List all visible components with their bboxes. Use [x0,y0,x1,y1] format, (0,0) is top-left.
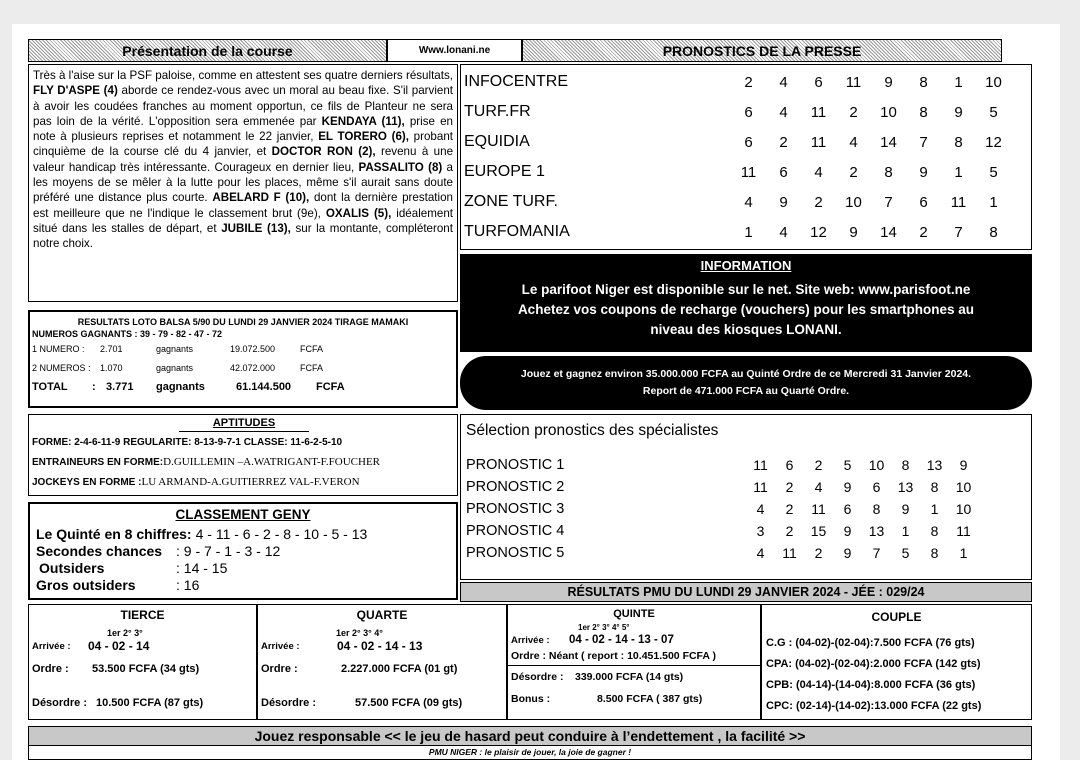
information-title: INFORMATION [700,258,792,273]
pronostics-title: PRONOSTICS DE LA PRESSE [662,42,862,59]
couple-cpb: CPB: (04-14)-(14-04):8.000 FCFA (36 gts) [766,678,976,691]
footer-slogan: PMU NIGER : le plaisir de jouer, la joie de gagner ! [28,746,1032,760]
newspaper-page [12,24,1060,760]
specialist-pick: 8 [930,479,939,495]
horse-name: ABELARD F (10), [212,191,310,205]
presentation-title: Présentation de la course [122,42,293,59]
press-pick: 7 [919,133,928,151]
text-run: aborde ce rendez-vous avec un moral au beau fixe. S'il parvient à avoir les coudées franches au moment opportun, ce fils de Planteur ne sera pas loin de la vérité. L'opposition sera emmenée par [33,84,454,128]
couple-cg: C.G : (04-02)-(02-04):7.500 FCFA (76 gts) [766,636,975,649]
press-row [461,157,1031,187]
press-pronostics [460,64,1032,250]
tierce-ordre-value: 53.500 FCFA (34 gts) [92,663,200,675]
specialist-pick: 4 [756,545,765,561]
footer-responsable: Jouez responsable << le jeu de hasard peut conduire à l’endettement , la facilité >> [28,726,1032,746]
jackpot-line-2: Report de 471.000 FCFA au Quarté Ordre. [642,385,850,397]
press-row [461,97,1031,127]
press-pick: 9 [779,193,788,211]
specialist-pick: 6 [843,501,852,517]
text-run: sur la montante, compléteront notre choix. [33,221,453,251]
press-pick: 11 [810,103,827,121]
geny-quinte-label: Le Quinté en 8 chiffres: [36,525,192,542]
quinte-ordre: Ordre : Néant ( report : 10.451.500 FCFA ) [508,647,760,666]
press-pick: 8 [919,73,928,91]
text-run: Très à l'aise sur la PSF paloise, comme en attestent ses quatre derniers résultats, [33,69,453,82]
aptitudes-entraineurs [29,452,457,472]
press-pick: 4 [849,133,858,151]
geny-outsiders-value: : 14 - 15 [176,559,228,576]
press-source-name: TURFOMANIA [464,223,570,240]
specialist-pick: 9 [959,457,968,473]
quinte-arrivee [508,633,760,647]
quarte-title: QUARTE [356,608,408,622]
specialist-pick: 4 [814,479,823,495]
tierce-arrivee-label: Arrivée : [32,640,71,652]
specialist-pick: 11 [753,479,768,495]
press-row [461,187,1031,217]
geny-secondes-value: : 9 - 7 - 1 - 3 - 12 [176,542,281,559]
press-row [461,217,1031,247]
loto-total-currency: FCFA [316,380,345,393]
press-pick: 6 [919,193,928,211]
press-pick: 4 [744,193,753,211]
tierce-arrivee [29,639,256,653]
specialist-pick: 3 [756,523,765,539]
quinte-desordre-label: Désordre : [511,671,564,683]
specialist-pick: 8 [930,545,939,561]
press-pick: 2 [849,103,858,121]
specialist-row [461,542,1031,564]
tierce-desordre-value: 10.500 FCFA (87 gts) [96,697,204,709]
loto-word: gagnants [156,343,194,354]
specialist-pick: 8 [901,457,910,473]
tierce-desordre [29,691,256,715]
text-run: dont la dernière prestation est meilleure que ne l'indique le classement brut (9e), [33,191,454,220]
specialist-row [461,520,1031,542]
quinte-bonus-value: 8.500 FCFA ( 387 gts) [597,693,703,705]
aptitudes [28,414,458,496]
quarte-ordre-value: 2.227.000 FCFA (01 gt) [341,663,458,675]
specialist-name: PRONOSTIC 4 [466,523,565,539]
presentation-text [28,64,458,302]
specialist-name: PRONOSTIC 3 [466,501,565,517]
jockeys-label: JOCKEYS EN FORME : [32,476,142,488]
couple-box [761,604,1032,720]
specialist-pick: 9 [843,523,852,539]
specialist-pick: 5 [901,545,910,561]
press-pick: 8 [954,133,963,151]
horse-name: PASSALITO (8) [358,160,443,174]
information-box [460,254,1032,352]
couple-cpa: CPA: (04-02)-(02-04):2.000 FCFA (142 gts) [766,657,981,670]
press-pick: 7 [884,193,893,211]
loto-total-amount: 61.144.500 [236,380,292,393]
press-pick: 10 [985,73,1002,91]
horse-name: DOCTOR RON (2), [271,145,376,159]
press-pick: 12 [810,223,827,241]
press-pick: 5 [989,163,998,181]
specialist-pick: 1 [959,545,968,561]
geny-secondes [30,542,456,559]
geny-gros-label: Gros outsiders [36,576,136,593]
press-pick: 6 [744,103,753,121]
specialist-pick: 11 [782,545,797,561]
press-row [461,67,1031,97]
information-line-3: niveau des kiosques LONANI. [650,322,842,337]
loto-count: 2.701 [100,343,123,354]
press-pick: 1 [954,73,963,91]
quarte-desordre-label: Désordre : [261,697,317,709]
specialist-pick: 2 [785,501,794,517]
loto-numbers: NUMEROS GAGNANTS : 39 - 79 - 82 - 47 - 72 [32,329,223,339]
aptitudes-title: APTITUDES [179,415,309,432]
specialist-row [461,498,1031,520]
specialist-pick: 6 [872,479,881,495]
specialist-pick: 9 [843,545,852,561]
loto-title: RESULTATS LOTO BALSA 5/90 DU LUNDI 29 JANVIER 2024 TIRAGE MAMAKI [77,317,409,327]
press-pick: 6 [744,133,753,151]
press-pick: 1 [744,223,753,241]
press-pick: 11 [810,133,827,151]
quinte-title: QUINTE [613,608,655,620]
geny-secondes-label: Secondes chances [36,542,163,559]
geny-quinte [30,525,456,542]
press-pick: 9 [849,223,858,241]
specialist-pick: 13 [897,479,914,495]
press-pick: 2 [779,133,788,151]
specialist-row [461,454,1031,476]
specialist-pick: 10 [955,479,972,495]
specialist-pick: 15 [810,523,827,539]
loto-results [28,310,458,408]
quinte-bonus-label: Bonus : [511,693,551,705]
jockeys-value: LU ARMAND-A.GUITIERREZ VAL-F.VERON [141,476,360,488]
press-source-name: ZONE TURF. [464,193,558,210]
press-pick: 4 [779,73,788,91]
specialist-pick: 1 [901,523,910,539]
aptitudes-forme: FORME: 2-4-6-11-9 REGULARITE: 8-13-9-7-1 CLASSE: 11-6-2-5-10 [32,436,343,448]
press-pick: 1 [954,163,963,181]
press-pick: 4 [779,103,788,121]
specialist-pick: 7 [872,545,881,561]
loto-word: gagnants [156,362,194,373]
press-source-name: TURF.FR [464,103,531,120]
quarte-arrivee-label: Arrivée : [261,640,300,652]
press-pick: 4 [779,223,788,241]
press-pick: 2 [849,163,858,181]
tierce-box [28,604,257,720]
loto-row [30,339,456,358]
specialist-pick: 10 [955,501,972,517]
loto-total-sep: : [92,380,96,393]
press-pick: 8 [884,163,893,181]
specialist-name: PRONOSTIC 5 [466,545,565,561]
press-pick: 10 [845,193,862,211]
entraineurs-label: ENTRAINEURS EN FORME: [32,456,164,468]
loto-label: 2 NUMEROS : [32,362,91,373]
specialist-pick: 5 [843,457,852,473]
press-pick: 11 [845,73,862,91]
couple-title: COUPLE [871,610,922,624]
tierce-ordre-label: Ordre : [32,663,69,675]
specialist-row [461,476,1031,498]
press-pick: 6 [779,163,788,181]
specialistes [460,414,1032,580]
press-pick: 14 [880,133,897,151]
press-pick: 9 [884,73,893,91]
quarte-ordre-label: Ordre : [261,663,298,675]
press-pick: 2 [814,193,823,211]
specialist-pick: 11 [956,523,971,539]
loto-total-row [30,377,456,396]
press-pick: 11 [950,193,967,211]
quinte-arrivee-value: 04 - 02 - 14 - 13 - 07 [569,634,674,646]
specialist-pick: 11 [811,501,826,517]
text-run: revenu à une valeur handicap très intéressante. Courageux en dernier lieu, [33,145,454,174]
text-run: idéalement situé dans les stalles de départ, et [33,206,453,235]
classement-geny [28,502,458,600]
quarte-desordre [258,691,506,715]
press-pick: 5 [989,103,998,121]
press-pick: 11 [740,163,757,181]
specialist-name: PRONOSTIC 2 [466,479,565,495]
loto-count: 1.070 [100,362,123,373]
quarte-ordinals: 1er 2° 3° 4° [336,628,383,638]
quarte-arrivee [258,639,506,653]
press-pick: 12 [985,133,1002,151]
specialist-pick: 10 [868,457,885,473]
specialist-pick: 4 [756,501,765,517]
text-run: probant cinquième de la course clé du 4 janvier, et [33,130,453,159]
specialist-pick: 9 [901,501,910,517]
quarte-box [257,604,507,720]
press-pick: 6 [814,73,823,91]
quinte-box [507,604,761,720]
quinte-bonus [508,688,760,710]
specialist-pick: 9 [843,479,852,495]
information-line-1: Le parifoot Niger est disponible sur le net. Site web: www.parisfoot.ne [521,282,971,297]
horse-name: KENDAYA (11), [321,114,405,128]
horse-name: JUBILE (13), [221,221,291,235]
site-url[interactable]: Www.lonani.ne [387,39,522,62]
press-pick: 4 [814,163,823,181]
quarte-ordre [258,657,506,681]
specialistes-title: Sélection pronostics des spécialistes [466,422,719,439]
press-pick: 2 [919,223,928,241]
specialist-name: PRONOSTIC 1 [466,457,565,473]
press-pick: 10 [880,103,897,121]
geny-outsiders [30,559,456,576]
press-source-name: EQUIDIA [464,133,530,150]
geny-gros [30,576,456,593]
press-pick: 1 [989,193,998,211]
specialist-pick: 2 [785,479,794,495]
specialist-pick: 2 [785,523,794,539]
tierce-arrivee-value: 04 - 02 - 14 [88,639,150,653]
jackpot-line-1: Jouez et gagnez environ 35.000.000 FCFA au Quinté Ordre de ce Mercredi 31 Janvier 2024. [520,368,972,380]
quinte-desordre-value: 339.000 FCFA (14 gts) [575,671,684,683]
text-run: prise en note à plusieurs reprises et notamment le 22 janvier, [33,114,454,144]
press-pick: 8 [989,223,998,241]
specialist-pick: 8 [872,501,881,517]
loto-label: 1 NUMERO : [32,343,85,354]
specialist-pick: 1 [930,501,939,517]
loto-amount: 19.072.500 [230,343,276,354]
couple-cpc: CPC: (02-14)-(14-02):13.000 FCFA (22 gts) [766,699,982,712]
geny-quinte-value: 4 - 11 - 6 - 2 - 8 - 10 - 5 - 13 [195,525,368,542]
press-row [461,127,1031,157]
text-run: a les moyens de se mêler à la lutte pour les places, même s'il aurait sans doute préféré une distance plus courte. [33,160,454,205]
information-line-2: Achetez vos coupons de recharge (vouchers) pour les smartphones au [517,302,975,317]
aptitudes-jockeys [29,472,457,492]
press-pick: 9 [919,163,928,181]
pronostics-header [522,39,1002,62]
entraineurs-value: D.GUILLEMIN –A.WATRIGANT-F.FOUCHER [163,456,380,468]
specialist-pick: 6 [785,457,794,473]
press-pick: 9 [954,103,963,121]
jackpot-banner [460,356,1032,410]
horse-name: EL TORERO (6), [318,130,409,144]
press-source-name: EUROPE 1 [464,163,545,180]
specialist-pick: 11 [753,457,768,473]
quarte-desordre-value: 57.500 FCFA (09 gts) [355,697,463,709]
geny-title: CLASSEMENT GENY [175,507,311,522]
loto-amount: 42.072.000 [230,362,276,373]
press-pick: 2 [744,73,753,91]
quinte-ordinals: 1er 2° 3° 4° 5° [578,622,630,632]
tierce-title: TIERCE [120,608,165,622]
loto-row [30,358,456,377]
specialist-pick: 8 [930,523,939,539]
loto-total-label: TOTAL [32,380,68,393]
specialist-pick: 13 [868,523,885,539]
loto-cur: FCFA [300,362,324,373]
quinte-desordre [508,666,760,688]
press-pick: 14 [880,223,897,241]
tierce-ordre [29,657,256,681]
horse-name: FLY D'ASPE (4) [33,84,118,98]
press-pick: 7 [954,223,963,241]
geny-gros-value: : 16 [176,576,200,593]
press-pick: 8 [919,103,928,121]
resultats-title: RÉSULTATS PMU DU LUNDI 29 JANVIER 2024 - JÉE : 029/24 [460,582,1032,602]
loto-total-word: gagnants [156,380,205,393]
specialist-pick: 13 [926,457,943,473]
loto-total-count: 3.771 [106,380,134,393]
horse-name: OXALIS (5), [325,206,392,220]
quinte-arrivee-label: Arrivée : [511,634,550,646]
tierce-ordinals: 1er 2° 3° [107,628,143,638]
geny-outsiders-label: Outsiders [39,559,105,576]
loto-cur: FCFA [300,343,324,354]
specialist-pick: 2 [814,545,823,561]
quarte-arrivee-value: 04 - 02 - 14 - 13 [337,639,423,653]
press-source-name: INFOCENTRE [464,73,568,90]
presentation-header [28,39,387,62]
specialist-pick: 2 [814,457,823,473]
tierce-desordre-label: Désordre : [32,697,88,709]
